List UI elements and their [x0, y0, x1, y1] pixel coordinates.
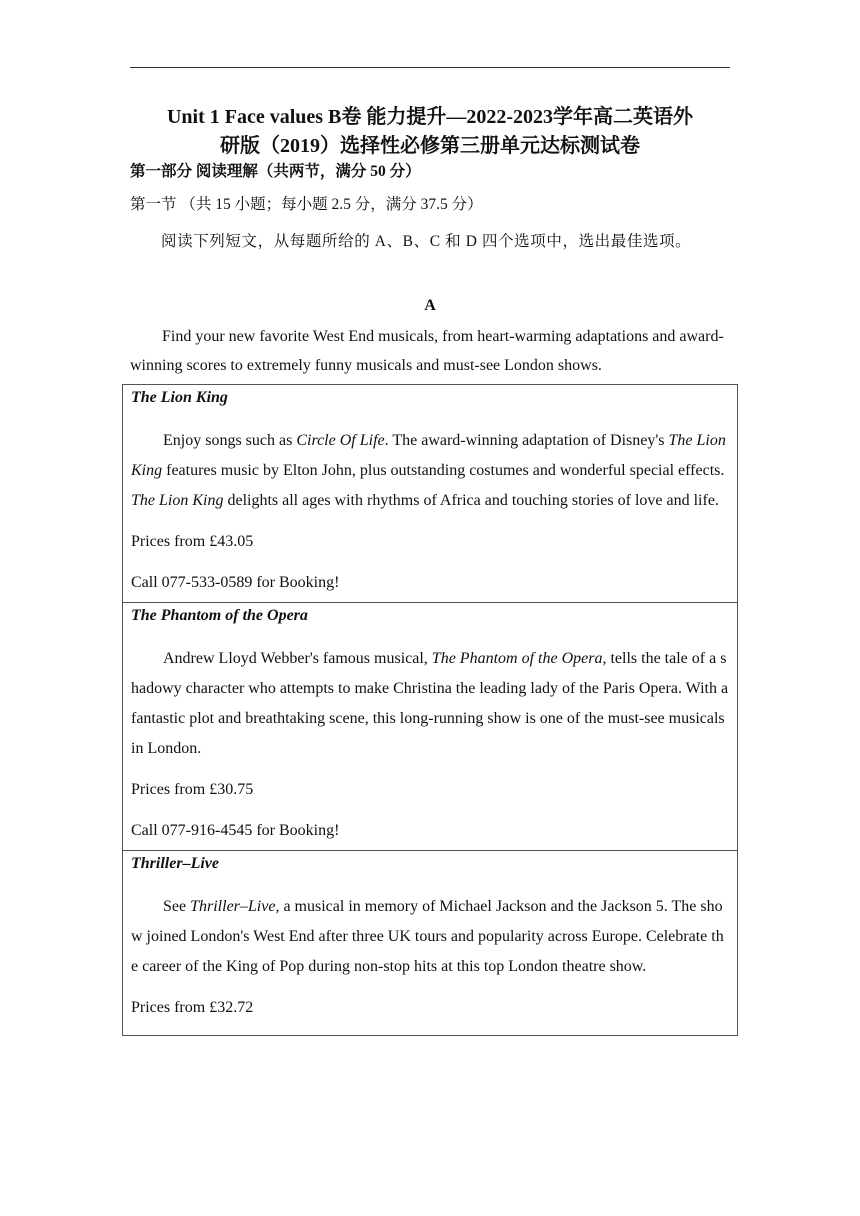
desc-italic: The Phantom of the Opera: [431, 650, 603, 667]
shows-table: [122, 384, 738, 1036]
desc-italic: Thriller–Live: [190, 898, 276, 915]
title-line-1: Unit 1 Face values B卷 能力提升—2022-2023学年高二英语外: [166, 106, 694, 128]
show-title: The Phantom of the Opera: [131, 607, 308, 624]
show-cell-phantom: [123, 603, 738, 851]
show-price: Prices from £32.72: [131, 999, 254, 1016]
document-title: [110, 103, 750, 161]
show-title: Thriller–Live: [131, 855, 219, 872]
show-price: Prices from £30.75: [131, 781, 254, 798]
section-heading: 第一节 （共 15 小题；每小题 2.5 分，满分 37.5 分）: [130, 196, 483, 213]
desc-text: . The award-winning adaptation of Disney's: [384, 432, 669, 449]
show-description: [131, 644, 729, 764]
show-description: [131, 426, 729, 516]
show-price: Prices from £43.05: [131, 533, 254, 550]
table-row: [123, 603, 738, 851]
desc-text: delights all ages with rhythms of Africa and touching stories of love and life.: [223, 492, 719, 509]
instruction-text: 阅读下列短文，从每题所给的 A、B、C 和 D 四个选项中，选出最佳选项。: [161, 233, 692, 250]
desc-text: , a musical in memory of Michael Jackson and the Jackson 5. The show joined London's West End after three UK tours and popularity across Europe. Celebrate the career of the King of Pop during non-stop hits at this top London theatre show.: [131, 898, 724, 975]
desc-italic: The Lion King: [131, 492, 224, 509]
booking-phone: Call 077-916-4545 for Booking!: [131, 822, 340, 839]
passage-letter: A: [424, 297, 436, 314]
desc-text: , tells the tale of a shadowy character who attempts to make Christina the leading lady of the Paris Opera. With a fantastic plot and breathtaking scene, this long-running show is one of the must-see musicals in London.: [131, 650, 729, 757]
show-title: The Lion King: [131, 389, 228, 406]
desc-italic: Circle Of Life: [296, 432, 385, 449]
desc-text: Enjoy songs such as: [163, 432, 297, 449]
table-row: [123, 851, 738, 1036]
desc-italic: The Lion King: [131, 432, 726, 479]
desc-text: Andrew Lloyd Webber's famous musical,: [163, 650, 432, 667]
show-cell-thriller: [123, 851, 738, 1036]
show-cell-lion-king: [123, 385, 738, 603]
desc-text: features music by Elton John, plus outstanding costumes and wonderful special effects.: [162, 462, 725, 479]
desc-text: See: [163, 898, 191, 915]
show-description: [131, 892, 729, 982]
table-row: [123, 385, 738, 603]
header-rule: [130, 67, 730, 68]
part-heading: 第一部分 阅读理解（共两节，满分 50 分）: [130, 163, 421, 180]
passage-intro: Find your new favorite West End musicals, from heart-warming adaptations and award-winning scores to extremely funny musicals and must-see London shows.: [130, 328, 724, 374]
title-line-2: 研版（2019）选择性必修第三册单元达标测试卷: [220, 135, 640, 157]
booking-phone: Call 077-533-0589 for Booking!: [131, 574, 340, 591]
